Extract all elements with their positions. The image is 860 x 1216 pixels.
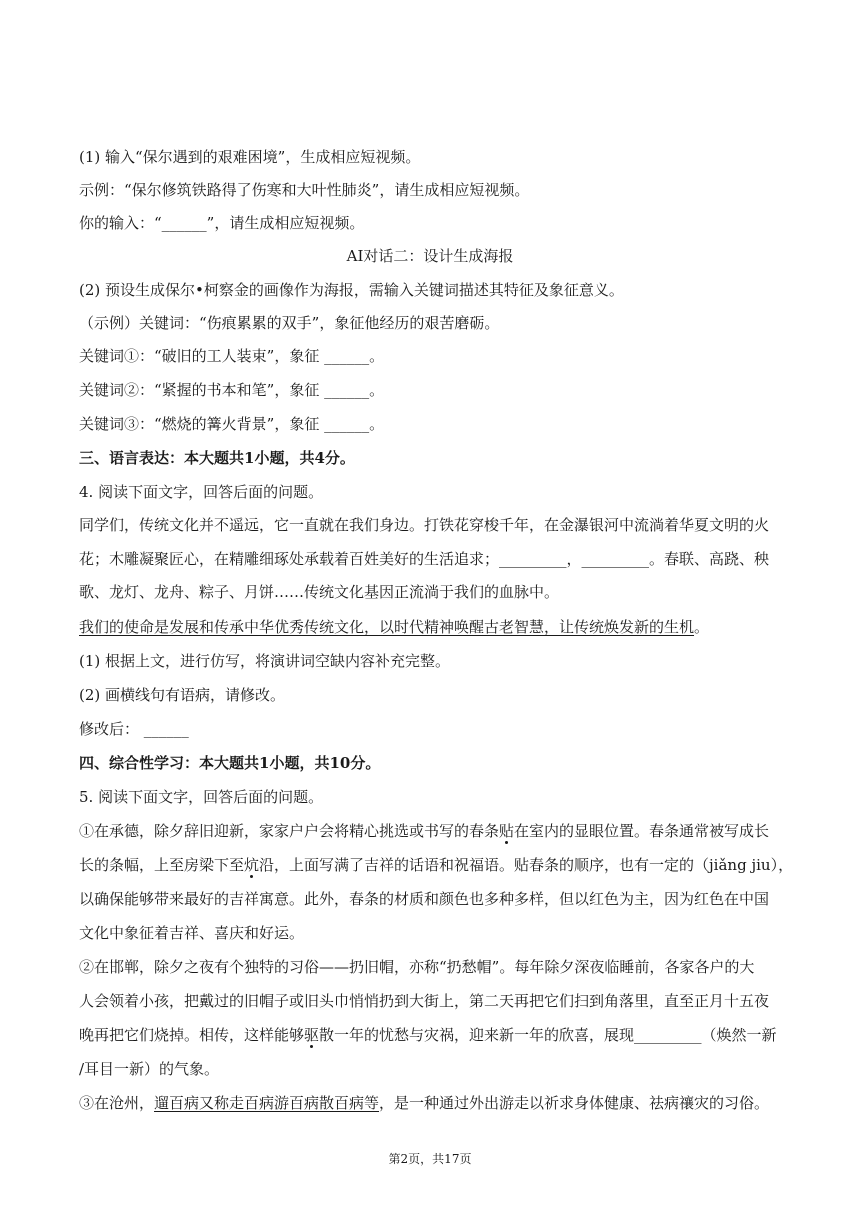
paragraph-a-line-3: 以确保能够带来最好的吉祥寓意。此外，春条的材质和颜色也多种多样，但以红色为主，因为红色在中国 bbox=[79, 890, 770, 908]
paragraph-b-line-1: ②在邯郸，除夕之夜有个独特的习俗——扔旧帽，亦称“扔愁帽”。每年除夕深夜临睡前，各家各户的大 bbox=[79, 958, 755, 976]
text-segment: ①在承德，除夕辞旧迎新，家家户户会将精心挑选或书写的春条 bbox=[79, 822, 500, 840]
question-5: 5. 阅读下面文字，回答后面的问题。 bbox=[79, 788, 324, 806]
ai-dialog-heading: AI对话二：设计生成海报 bbox=[346, 247, 514, 265]
paragraph-b-line-4: /耳目一新）的气象。 bbox=[79, 1060, 220, 1078]
paragraph-a-line-4: 文化中象征着吉祥、喜庆和好运。 bbox=[79, 924, 305, 942]
question-1-2: (2) 预设生成保尔•柯察金的画像作为海报，需输入关键词描述其特征及象征意义。 bbox=[79, 281, 624, 299]
text-segment: ③在沧州， bbox=[79, 1094, 155, 1112]
revise-line: 修改后： ______ bbox=[79, 720, 189, 738]
underlined-sentence-line bbox=[79, 617, 800, 637]
keyword-3: 关键词③：“燃烧的篝火背景”，象征 ______。 bbox=[79, 415, 385, 433]
section-3-heading: 三、语言表达：本大题共1小题，共4分。 bbox=[79, 449, 355, 467]
paragraph-a-line-2 bbox=[79, 855, 800, 875]
text-segment: 长的条幅，上至房梁下至 bbox=[79, 856, 245, 874]
text-segment: 散一年的忧愁与灾祸，迎来新一年的欣喜，展现_________（焕然一新 bbox=[319, 1026, 777, 1044]
paragraph-a-line-1 bbox=[79, 821, 800, 841]
underlined-sentence-end: 。 bbox=[694, 618, 710, 636]
text-segment: ，是一种通过外出游走以祈求身体健康、祛病禳灾的习俗。 bbox=[379, 1094, 770, 1112]
example-text: 示例：“保尔修筑铁路得了伤寒和大叶性肺炎”，请生成相应短视频。 bbox=[79, 181, 530, 199]
keyword-1: 关键词①：“破旧的工人装束”，象征 ______。 bbox=[79, 347, 385, 365]
section-4-heading: 四、综合性学习：本大题共1小题，共10分。 bbox=[79, 754, 381, 772]
paragraph-b-line-3 bbox=[79, 1025, 800, 1045]
emphasized-char: 驱 bbox=[304, 1026, 320, 1044]
underlined-phrase: 遛百病又称走百病游百病散百病等 bbox=[154, 1094, 380, 1112]
passage-4-line-1: 同学们，传统文化并不遥远，它一直就在我们身边。打铁花穿梭千年，在金瀑银河中流淌着华夏文明的火 bbox=[79, 516, 770, 534]
text-segment: 晚再把它们烧掉。相传，这样能够 bbox=[79, 1026, 305, 1044]
page-number-footer: 第2页，共17页 bbox=[388, 1152, 472, 1166]
emphasized-char: 炕 bbox=[244, 856, 260, 874]
underlined-sentence: 我们的使命是发展和传承中华优秀传统文化，以时代精神唤醒古老智慧，让传统焕发新的生机 bbox=[79, 618, 695, 636]
passage-4-line-2: 花；木雕凝聚匠心，在精雕细琢处承载着百姓美好的生活追求；_________，_________。春联、高跷、秧 bbox=[79, 550, 770, 568]
question-4: 4. 阅读下面文字，回答后面的问题。 bbox=[79, 483, 324, 501]
paragraph-b-line-2: 人会领着小孩，把戴过的旧帽子或旧头巾悄悄扔到大街上，第二天再把它们扫到角落里，直至正月十五夜 bbox=[79, 992, 770, 1010]
your-input-line: 你的输入：“______”，请生成相应短视频。 bbox=[79, 214, 365, 232]
keyword-2: 关键词②：“紧握的书本和笔”，象征 ______。 bbox=[79, 381, 385, 399]
question-4-2: (2) 画横线句有语病，请修改。 bbox=[79, 686, 286, 704]
paragraph-c-line-1 bbox=[79, 1093, 800, 1113]
emphasized-char: 贴 bbox=[499, 822, 515, 840]
example-keyword: （示例）关键词：“伤痕累累的双手”，象征他经历的艰苦磨砺。 bbox=[79, 314, 500, 332]
passage-4-line-3: 歌、龙灯、龙舟、粽子、月饼……传统文化基因正流淌于我们的血脉中。 bbox=[79, 583, 560, 601]
text-segment: 在室内的显眼位置。春条通常被写成长 bbox=[514, 822, 770, 840]
text-segment: 沿，上面写满了吉祥的话语和祝福语。贴春条的顺序，也有一定的（jiǎng jiu）， bbox=[259, 856, 794, 874]
question-1-1: (1) 输入“保尔遇到的艰难困境”，生成相应短视频。 bbox=[79, 148, 421, 166]
question-4-1: (1) 根据上文，进行仿写，将演讲词空缺内容补充完整。 bbox=[79, 652, 451, 670]
